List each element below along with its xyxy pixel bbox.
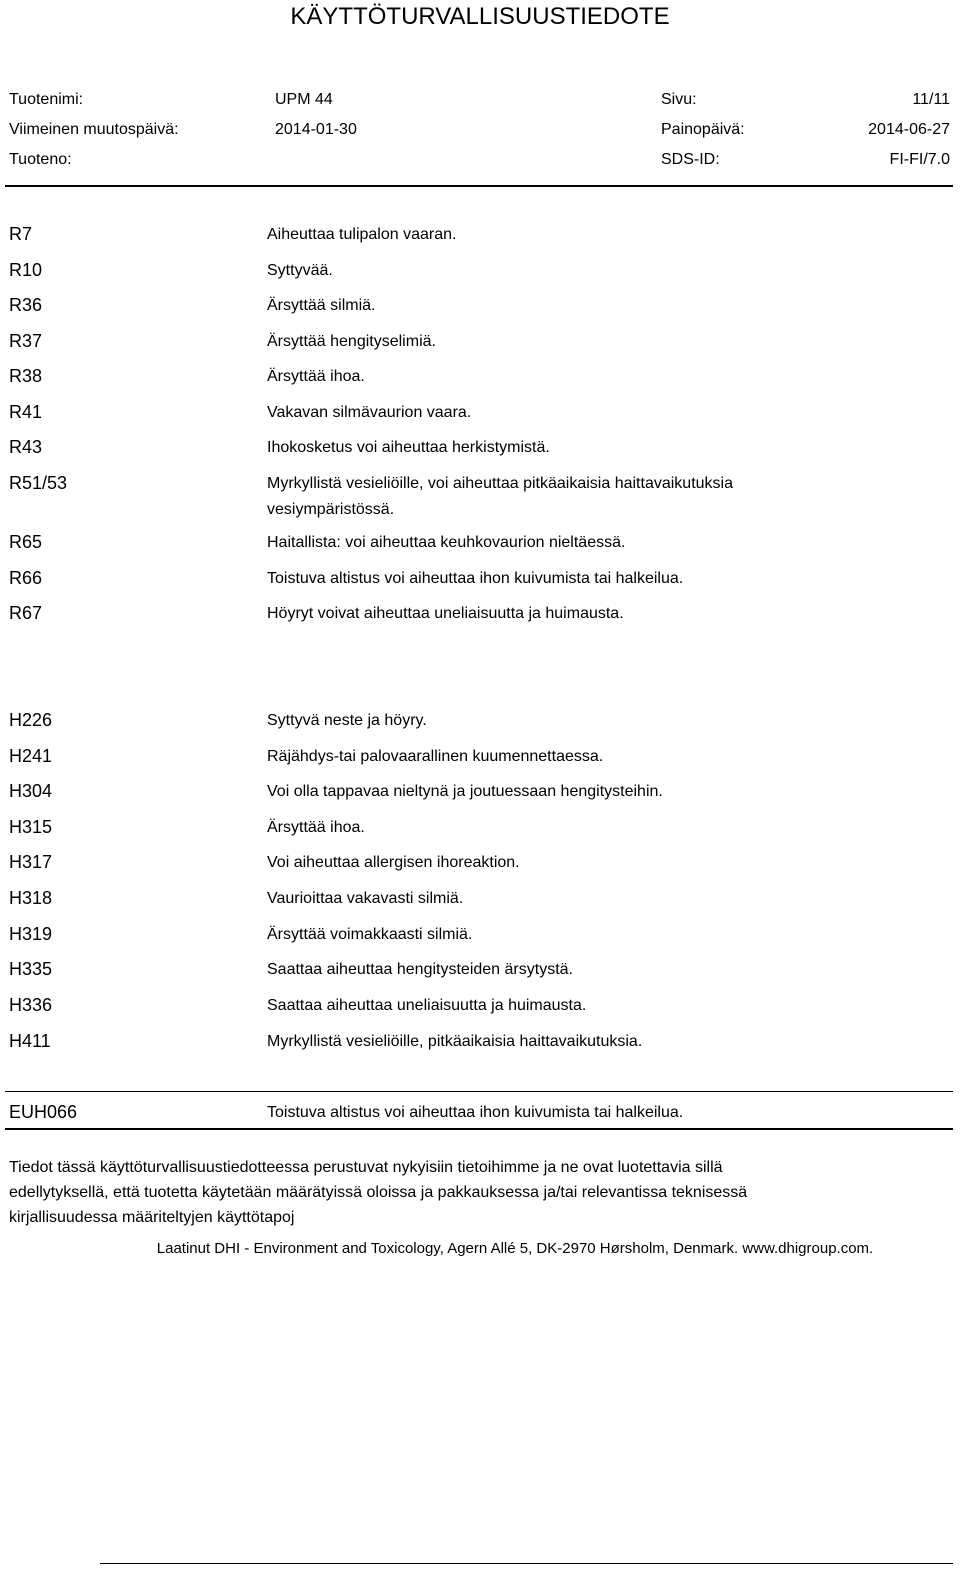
last-modified-label: Viimeinen muutospäivä: <box>9 121 179 138</box>
h-code: H317 <box>9 852 53 872</box>
h-text: Ärsyttää voimakkaasti silmiä. <box>267 926 473 943</box>
page-number: 11/11 <box>912 91 950 108</box>
page-label: Sivu: <box>661 91 697 108</box>
disclaimer-line: kirjallisuudessa määriteltyjen käyttötapoj <box>9 1209 295 1226</box>
print-date-label: Painopäivä: <box>661 121 745 138</box>
header-divider <box>5 185 953 187</box>
h-code: H411 <box>9 1031 51 1051</box>
disclaimer-line: edellytyksellä, että tuotetta käytetään määrätyissä oloissa ja pakkauksessa ja/tai relevantissa teknisessä <box>9 1184 748 1201</box>
r-text: Haitallista: voi aiheuttaa keuhkovaurion nieltäessä. <box>267 534 626 551</box>
h-text: Vaurioittaa vakavasti silmiä. <box>267 890 464 907</box>
r-text: Ärsyttää hengityselimiä. <box>267 333 436 350</box>
h-text: Saattaa aiheuttaa uneliaisuutta ja huimausta. <box>267 997 587 1014</box>
r-text: Ärsyttää silmiä. <box>267 297 376 314</box>
product-name-value: UPM 44 <box>275 91 333 108</box>
r-text: Höyryt voivat aiheuttaa uneliaisuutta ja huimausta. <box>267 605 624 622</box>
r-text: Ärsyttää ihoa. <box>267 368 365 385</box>
r-text: Vakavan silmävaurion vaara. <box>267 404 472 421</box>
h-text: Saattaa aiheuttaa hengitysteiden ärsytystä. <box>267 961 573 978</box>
product-name-label: Tuotenimi: <box>9 91 84 108</box>
r-text: Toistuva altistus voi aiheuttaa ihon kuivumista tai halkeilua. <box>267 570 684 587</box>
product-number-label: Tuoteno: <box>9 151 72 168</box>
r-code: R38 <box>9 366 43 386</box>
disclaimer-line: Tiedot tässä käyttöturvallisuustiedotteessa perustuvat nykyisiin tietoihimme ja ne ovat luotettavia sillä <box>9 1159 723 1176</box>
euh-text: Toistuva altistus voi aiheuttaa ihon kuivumista tai halkeilua. <box>267 1104 684 1121</box>
h-code: H226 <box>9 710 53 730</box>
r-code: R41 <box>9 402 43 422</box>
h-code: H241 <box>9 746 53 766</box>
h-text: Voi aiheuttaa allergisen ihoreaktion. <box>267 854 520 871</box>
h-code: H319 <box>9 924 53 944</box>
prepared-by-note: Laatinut DHI - Environment and Toxicology, Agern Allé 5, DK-2970 Hørsholm, Denmark. www.dhigroup.com. <box>156 1240 874 1257</box>
h-code: H335 <box>9 959 53 979</box>
r-code: R51/53 <box>9 473 68 493</box>
r-code: R43 <box>9 437 43 457</box>
document-title: KÄYTTÖTURVALLISUUSTIEDOTE <box>290 3 670 30</box>
r-code: R66 <box>9 568 43 588</box>
r-text-continuation: vesiympäristössä. <box>267 501 395 518</box>
h-code: H318 <box>9 888 53 908</box>
h-code: H336 <box>9 995 53 1015</box>
h-text: Voi olla tappavaa nieltynä ja joutuessaan hengitysteihin. <box>267 783 663 800</box>
h-code: H304 <box>9 781 53 801</box>
print-date-value: 2014-06-27 <box>868 121 950 138</box>
r-text: Syttyvää. <box>267 262 333 279</box>
r-code: R37 <box>9 331 43 351</box>
h-code: H315 <box>9 817 53 837</box>
sds-id-value: FI-FI/7.0 <box>889 151 950 168</box>
h-text: Ärsyttää ihoa. <box>267 819 365 836</box>
last-modified-value: 2014-01-30 <box>275 121 357 138</box>
r-code: R10 <box>9 260 43 280</box>
r-code: R65 <box>9 532 43 552</box>
disclaimer <box>9 1155 939 1230</box>
footer-divider <box>100 1563 953 1564</box>
r-text: Aiheuttaa tulipalon vaaran. <box>267 226 457 243</box>
r-text: Myrkyllistä vesieliöille, voi aiheuttaa pitkäaikaisia haittavaikutuksia <box>267 475 733 492</box>
euh-top-divider <box>5 1091 953 1092</box>
r-code: R67 <box>9 603 43 623</box>
h-text: Syttyvä neste ja höyry. <box>267 712 427 729</box>
r-text: Ihokosketus voi aiheuttaa herkistymistä. <box>267 439 550 456</box>
r-code: R36 <box>9 295 43 315</box>
h-text: Räjähdys-tai palovaarallinen kuumennettaessa. <box>267 748 604 765</box>
euh-code: EUH066 <box>9 1102 78 1122</box>
sds-id-label: SDS-ID: <box>661 151 720 168</box>
r-code: R7 <box>9 224 33 244</box>
h-text: Myrkyllistä vesieliöille, pitkäaikaisia haittavaikutuksia. <box>267 1033 643 1050</box>
euh-bottom-divider <box>5 1128 953 1130</box>
